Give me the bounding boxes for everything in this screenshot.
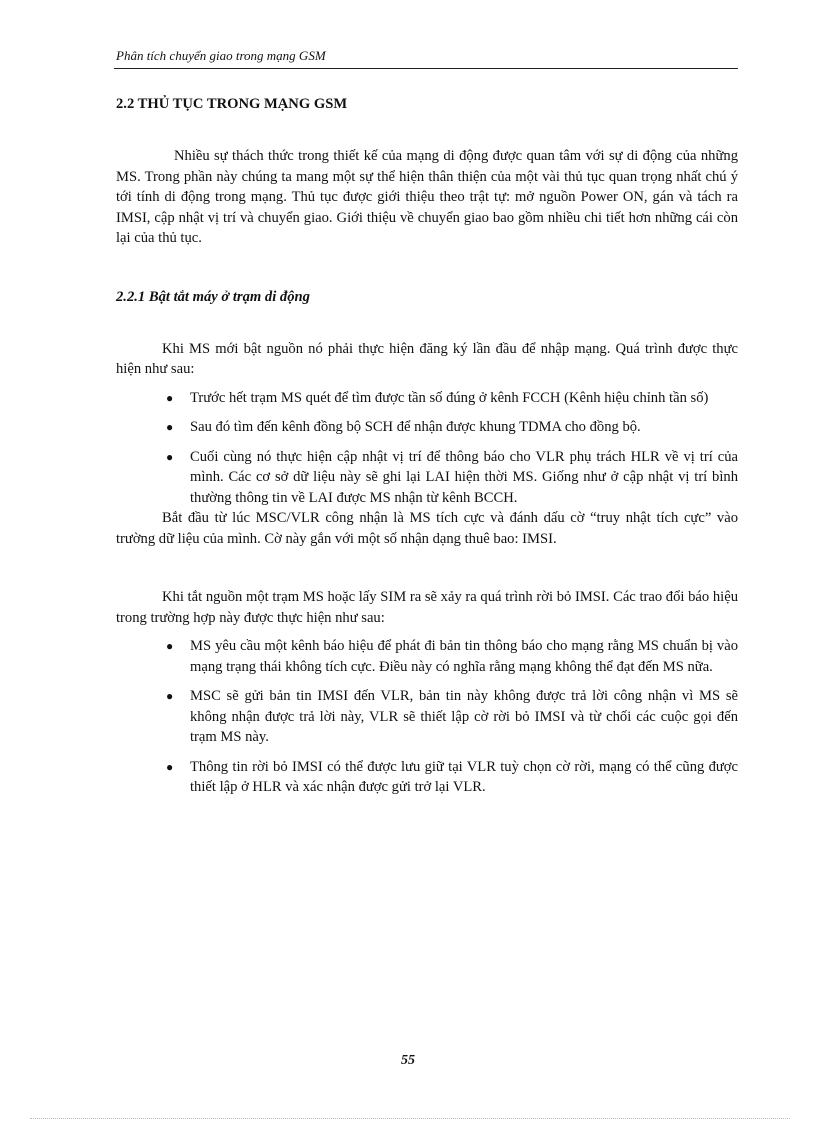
paragraph-attach-flag: Bắt đầu từ lúc MSC/VLR công nhận là MS tích cực và đánh dấu cờ “truy nhật tích cực” vào trường dữ liệu của mình. Cờ này gắn với một số nhận dạng thuê bao: IMSI. [116, 510, 738, 547]
list-item: ● Cuối cùng nó thực hiện cập nhật vị trí để thông báo cho VLR phụ trách HLR về vị trí của mình. Các cơ sở dữ liệu này sẽ ghi lại LAI hiện thời MS. Giống như ở cập nhật vị trí bình thường thông tin về LAI được MS nhận từ kênh BCCH. [166, 448, 738, 506]
section-heading: 2.2 THỦ TỤC TRONG MẠNG GSM [116, 96, 348, 112]
list-item: ● Sau đó tìm đến kênh đồng bộ SCH để nhận được khung TDMA cho đồng bộ. [116, 417, 738, 438]
bullet-icon: ● [166, 689, 174, 703]
list-item: ● Trước hết trạm MS quét để tìm được tần số đúng ở kênh FCCH (Kênh hiệu chỉnh tần số) [116, 388, 738, 409]
bullet-icon: ● [166, 390, 174, 405]
page-bottom-edge [30, 1118, 790, 1119]
paragraph-power-on: Khi MS mới bật nguồn nó phải thực hiện đăng ký lần đầu để nhập mạng. Quá trình được thực hiện như sau: [116, 340, 738, 377]
intro-paragraph: Nhiều sự thách thức trong thiết kế của mạng di động được quan tâm với sự di động của những MS. Trong phần này chúng ta mang một sự thể hiện thân thiện của một vài thủ tục quan trọng nhất chú ý tới tính di động trong mạng. Thủ tục được giới thiệu theo trật tự: mở nguồn Power ON, gán và tách ra IMSI, cập nhật vị trí và chuyển giao. Giới thiệu về chuyển giao bao gồm nhiều chi tiết hơn những cái còn lại của thủ tục. [116, 148, 738, 246]
list-item: ● MSC sẽ gửi bản tin IMSI đến VLR, bản tin này không được trả lời công nhận vì MS sẽ không nhận được trả lời này, VLR sẽ thiết lập cờ rời bỏ IMSI và từ chối các cuộc gọi đến trạm MS này. [166, 688, 738, 745]
bullet-icon: ● [166, 639, 174, 653]
header-rule [114, 68, 738, 69]
imsi-detach-steps-list [116, 636, 738, 798]
running-header: Phân tích chuyển giao trong mạng GSM [116, 48, 326, 63]
bullet-icon: ● [166, 420, 174, 434]
bullet-icon: ● [166, 449, 174, 464]
paragraph-power-off: Khi tắt nguồn một trạm MS hoặc lấy SIM ra sẽ xảy ra quá trình rời bỏ IMSI. Các trao đổi báo hiệu trong trường hợp này được thực hiện như sau: [116, 589, 738, 626]
power-on-steps-list [116, 388, 738, 509]
bullet-icon: ● [166, 759, 174, 774]
list-item: ● MS yêu cầu một kênh báo hiệu để phát đi bản tin thông báo cho mạng rằng MS chuẩn bị vào mạng trạng thái không tích cực. Điều này có nghĩa rằng mạng không thể đạt đến MS nữa. [166, 638, 738, 675]
page-body [116, 94, 738, 807]
subsection-heading: 2.2.1 Bật tắt máy ở trạm di động [116, 288, 310, 305]
list-item: ● Thông tin rời bỏ IMSI có thể được lưu giữ tại VLR tuỳ chọn cờ rời, mạng có thể cũng được thiết lập ở HLR và xác nhận được gửi trở lại VLR. [166, 758, 738, 795]
page-number: 55 [401, 1053, 415, 1068]
